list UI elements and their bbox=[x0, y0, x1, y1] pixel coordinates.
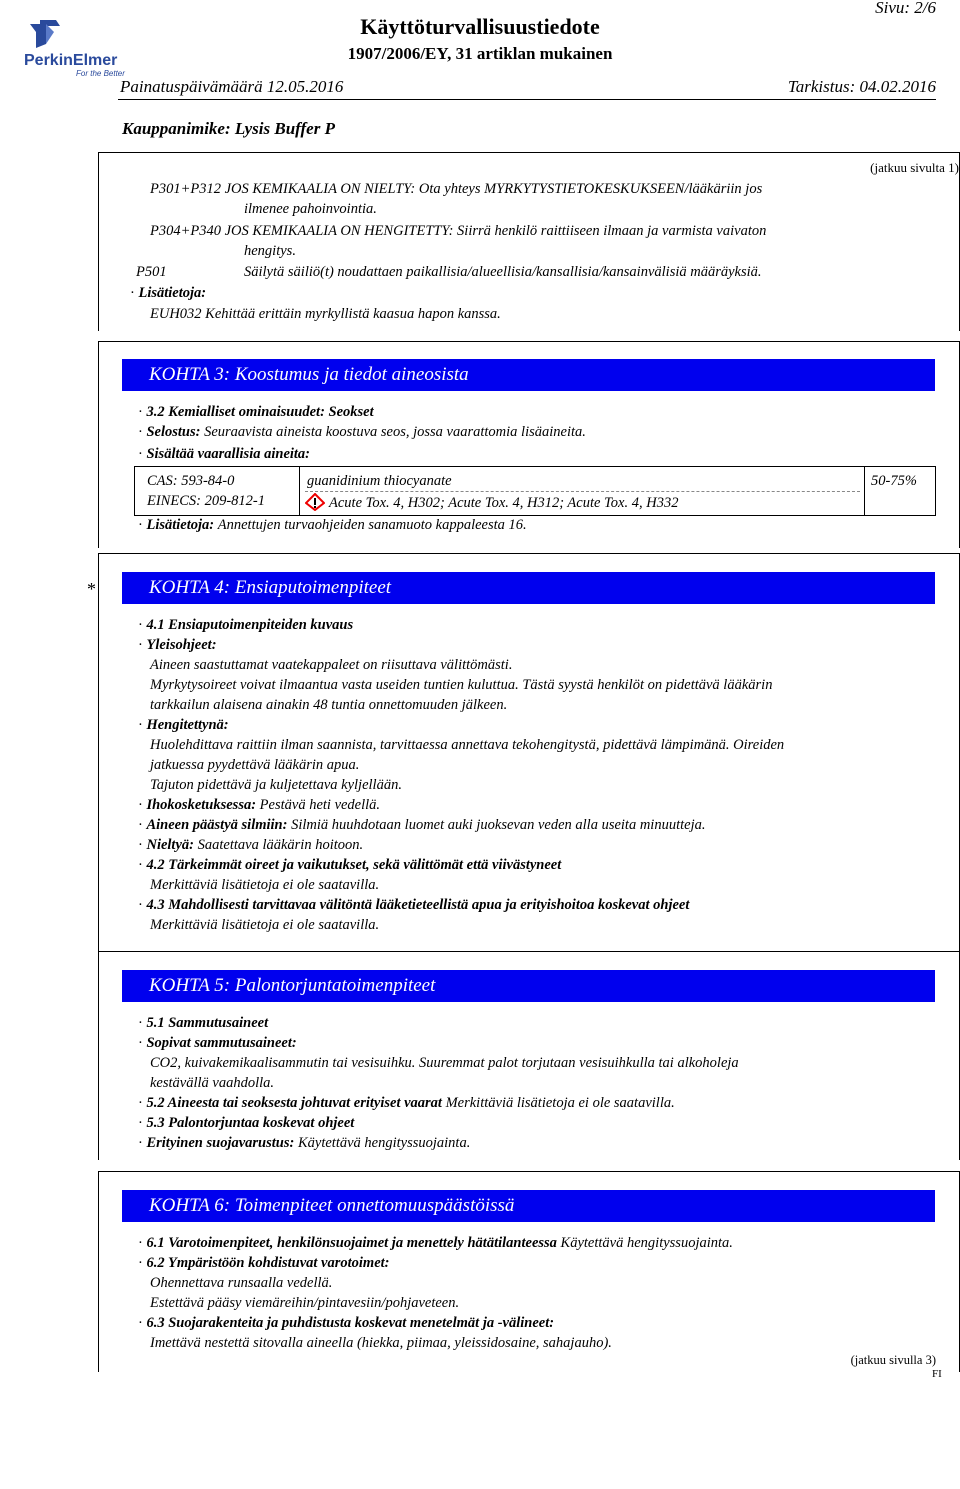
lisatietoja-heading: · Lisätietoja: bbox=[130, 285, 207, 301]
s32-heading: · 3.2 Kemialliset ominaisuudet: Seokset bbox=[138, 404, 374, 420]
s63-heading: · 6.3 Suojarakenteita ja puhdistusta koskevat menetelmät ja -välineet: bbox=[138, 1315, 555, 1331]
s62-heading: · 6.2 Ympäristöön kohdistuvat varotoimet: bbox=[138, 1255, 390, 1271]
nielty-line: · Nieltyä: Saatettava lääkärin hoitoon. bbox=[138, 837, 364, 853]
heng-line3: Tajuton pidettävä ja kuljetettava kyljellään. bbox=[150, 777, 402, 793]
selostus-line: · Selostus: Seuraavista aineista koostuva seos, jossa vaarattomia lisäaineita. bbox=[138, 424, 586, 440]
trade-name: Kauppanimike: Lysis Buffer P bbox=[122, 119, 335, 138]
p501-code: P501 bbox=[136, 264, 167, 280]
continued-from: (jatkuu sivulta 1) bbox=[870, 160, 959, 175]
heng-line1: Huolehdittava raittiin ilman saannista, tarvittaessa annettava tekohengitystä, pidettävä lämpimänä. Oireiden bbox=[150, 737, 785, 753]
erityinen-suojavarustus: · Erityinen suojavarustus: Käytettävä hengityssuojainta. bbox=[138, 1135, 471, 1151]
section6-title-bar bbox=[122, 1190, 935, 1222]
p301-line1: P301+P312 JOS KEMIKAALIA ON NIELTY: Ota yhteys MYRKYTYSTIETOKESKUKSEEN/lääkäriin jos bbox=[150, 181, 763, 197]
s51-heading: · 5.1 Sammutusaineet bbox=[138, 1015, 269, 1031]
einecs-number: EINECS: 209-812-1 bbox=[147, 493, 265, 509]
hazardous-substance-table bbox=[134, 466, 936, 516]
table-divider-right bbox=[864, 467, 865, 515]
heng-line2: jatkuessa pyydettävä lääkärin apua. bbox=[150, 757, 360, 773]
revision-date: Tarkistus: 04.02.2016 bbox=[787, 77, 936, 96]
ghs-exclamation-icon bbox=[305, 493, 325, 511]
section4-title: KOHTA 4: Ensiaputoimenpiteet bbox=[149, 577, 392, 598]
revision-marker: * bbox=[87, 579, 96, 599]
s42-text: Merkittäviä lisätietoja ei ole saatavilla. bbox=[150, 877, 380, 893]
p301-line2: ilmenee pahoinvointia. bbox=[244, 201, 377, 217]
s42-heading: · 4.2 Tärkeimmät oireet ja vaikutukset, sekä välittömät että viivästyneet bbox=[138, 857, 562, 873]
s3-lisatietoja: · Lisätietoja: Annettujen turvaohjeiden sanamuoto kappaleesta 16. bbox=[138, 517, 527, 533]
s61-line: · 6.1 Varotoimenpiteet, henkilönsuojaimet ja menettely hätätilanteessa Käytettävä hengityssuojainta. bbox=[138, 1235, 733, 1251]
s41-heading: · 4.1 Ensiaputoimenpiteiden kuvaus bbox=[138, 617, 354, 633]
table-divider-left bbox=[299, 467, 300, 515]
s53-heading: · 5.3 Palontorjuntaa koskevat ohjeet bbox=[138, 1115, 355, 1131]
header-divider bbox=[118, 99, 936, 100]
section5-title-bar bbox=[122, 970, 935, 1002]
sopivat-line1: CO2, kuivakemikaalisammutin tai vesisuihku. Suuremmat palot torjutaan vesisuihkulla tai alkoholeja bbox=[150, 1055, 739, 1071]
print-date: Painatuspäivämäärä 12.05.2016 bbox=[120, 77, 344, 96]
yleis-line1: Aineen saastuttamat vaatekappaleet on riisuttava välittömästi. bbox=[150, 657, 513, 673]
section6-title: KOHTA 6: Toimenpiteet onnettomuuspäästöissä bbox=[149, 1195, 515, 1216]
logo-tagline: For the Better bbox=[76, 69, 125, 78]
continued-to: (jatkuu sivulla 3) bbox=[850, 1353, 936, 1367]
language-code: FI bbox=[932, 1368, 942, 1380]
silmat-line: · Aineen päästyä silmiin: Silmiä huuhdotaan luomet auki juoksevan veden alla useita minuutteja. bbox=[138, 817, 706, 833]
section2-continued bbox=[98, 152, 960, 331]
logo-wordmark: PerkinElmer bbox=[24, 52, 118, 69]
cas-number: CAS: 593-84-0 bbox=[147, 473, 235, 489]
table-dash bbox=[305, 491, 860, 492]
document-subtitle: 1907/2006/EY, 31 artiklan mukainen bbox=[347, 44, 613, 63]
section3-title: KOHTA 3: Koostumus ja tiedot aineosista bbox=[149, 364, 469, 385]
hengitettyna-heading: · Hengitettynä: bbox=[138, 717, 229, 733]
s62-line2: Estettävä pääsy viemäreihin/pintavesiin/pohjaveteen. bbox=[150, 1295, 460, 1311]
hazard-classes: Acute Tox. 4, H302; Acute Tox. 4, H312; Acute Tox. 4, H332 bbox=[329, 495, 679, 511]
section4-title-bar bbox=[122, 572, 935, 604]
s43-heading: · 4.3 Mahdollisesti tarvittavaa välitöntä lääketieteellistä apua ja erityishoitoa koskevat ohjeet bbox=[138, 897, 690, 913]
substance-name: guanidinium thiocyanate bbox=[307, 473, 452, 489]
s52-line: · 5.2 Aineesta tai seoksesta johtuvat erityiset vaarat Merkittäviä lisätietoja ei ole saatavilla. bbox=[138, 1095, 675, 1111]
sopivat-heading: · Sopivat sammutusaineet: bbox=[138, 1035, 297, 1051]
ihokosketus-line: · Ihokosketuksessa: Pestävä heti vedellä. bbox=[138, 797, 381, 813]
document-title: Käyttöturvallisuustiedote bbox=[360, 14, 600, 39]
euh032-text: EUH032 Kehittää erittäin myrkyllistä kaasua hapon kanssa. bbox=[150, 306, 501, 322]
yleisohjeet-heading: · Yleisohjeet: bbox=[138, 637, 217, 653]
p304-line2: hengitys. bbox=[244, 243, 296, 259]
s43-text: Merkittäviä lisätietoja ei ole saatavilla. bbox=[150, 917, 380, 933]
p501-text: Säilytä säiliö(t) noudattaen paikallisia/alueellisia/kansallisia/kansainvälisiä määräyksiä. bbox=[244, 264, 762, 280]
s62-line1: Ohennettava runsaalla vedellä. bbox=[150, 1275, 333, 1291]
sopivat-line2: kestävällä vaahdolla. bbox=[150, 1075, 275, 1091]
concentration: 50-75% bbox=[871, 473, 917, 489]
page-number: Sivu: 2/6 bbox=[875, 0, 936, 17]
section3-title-bar bbox=[122, 359, 935, 391]
yleis-line3: tarkkailun alaisena ainakin 48 tuntia onnettomuuden jälkeen. bbox=[150, 697, 508, 713]
sisaltaa-heading: · Sisältää vaarallisia aineita: bbox=[138, 446, 311, 462]
yleis-line2: Myrkytysoireet voivat ilmaantua vasta useiden tuntien kuluttua. Tästä syystä henkilöt on pidettävä lääkärin bbox=[150, 677, 773, 693]
s63-line1: Imettävä nestettä sitovalla aineella (hiekka, piimaa, yleissidosaine, sahajauho). bbox=[150, 1335, 612, 1351]
p304-line1: P304+P340 JOS KEMIKAALIA ON HENGITETTY: Siirrä henkilö raittiiseen ilmaan ja varmista vaivaton bbox=[150, 223, 767, 239]
section5-title: KOHTA 5: Palontorjuntatoimenpiteet bbox=[149, 975, 436, 996]
